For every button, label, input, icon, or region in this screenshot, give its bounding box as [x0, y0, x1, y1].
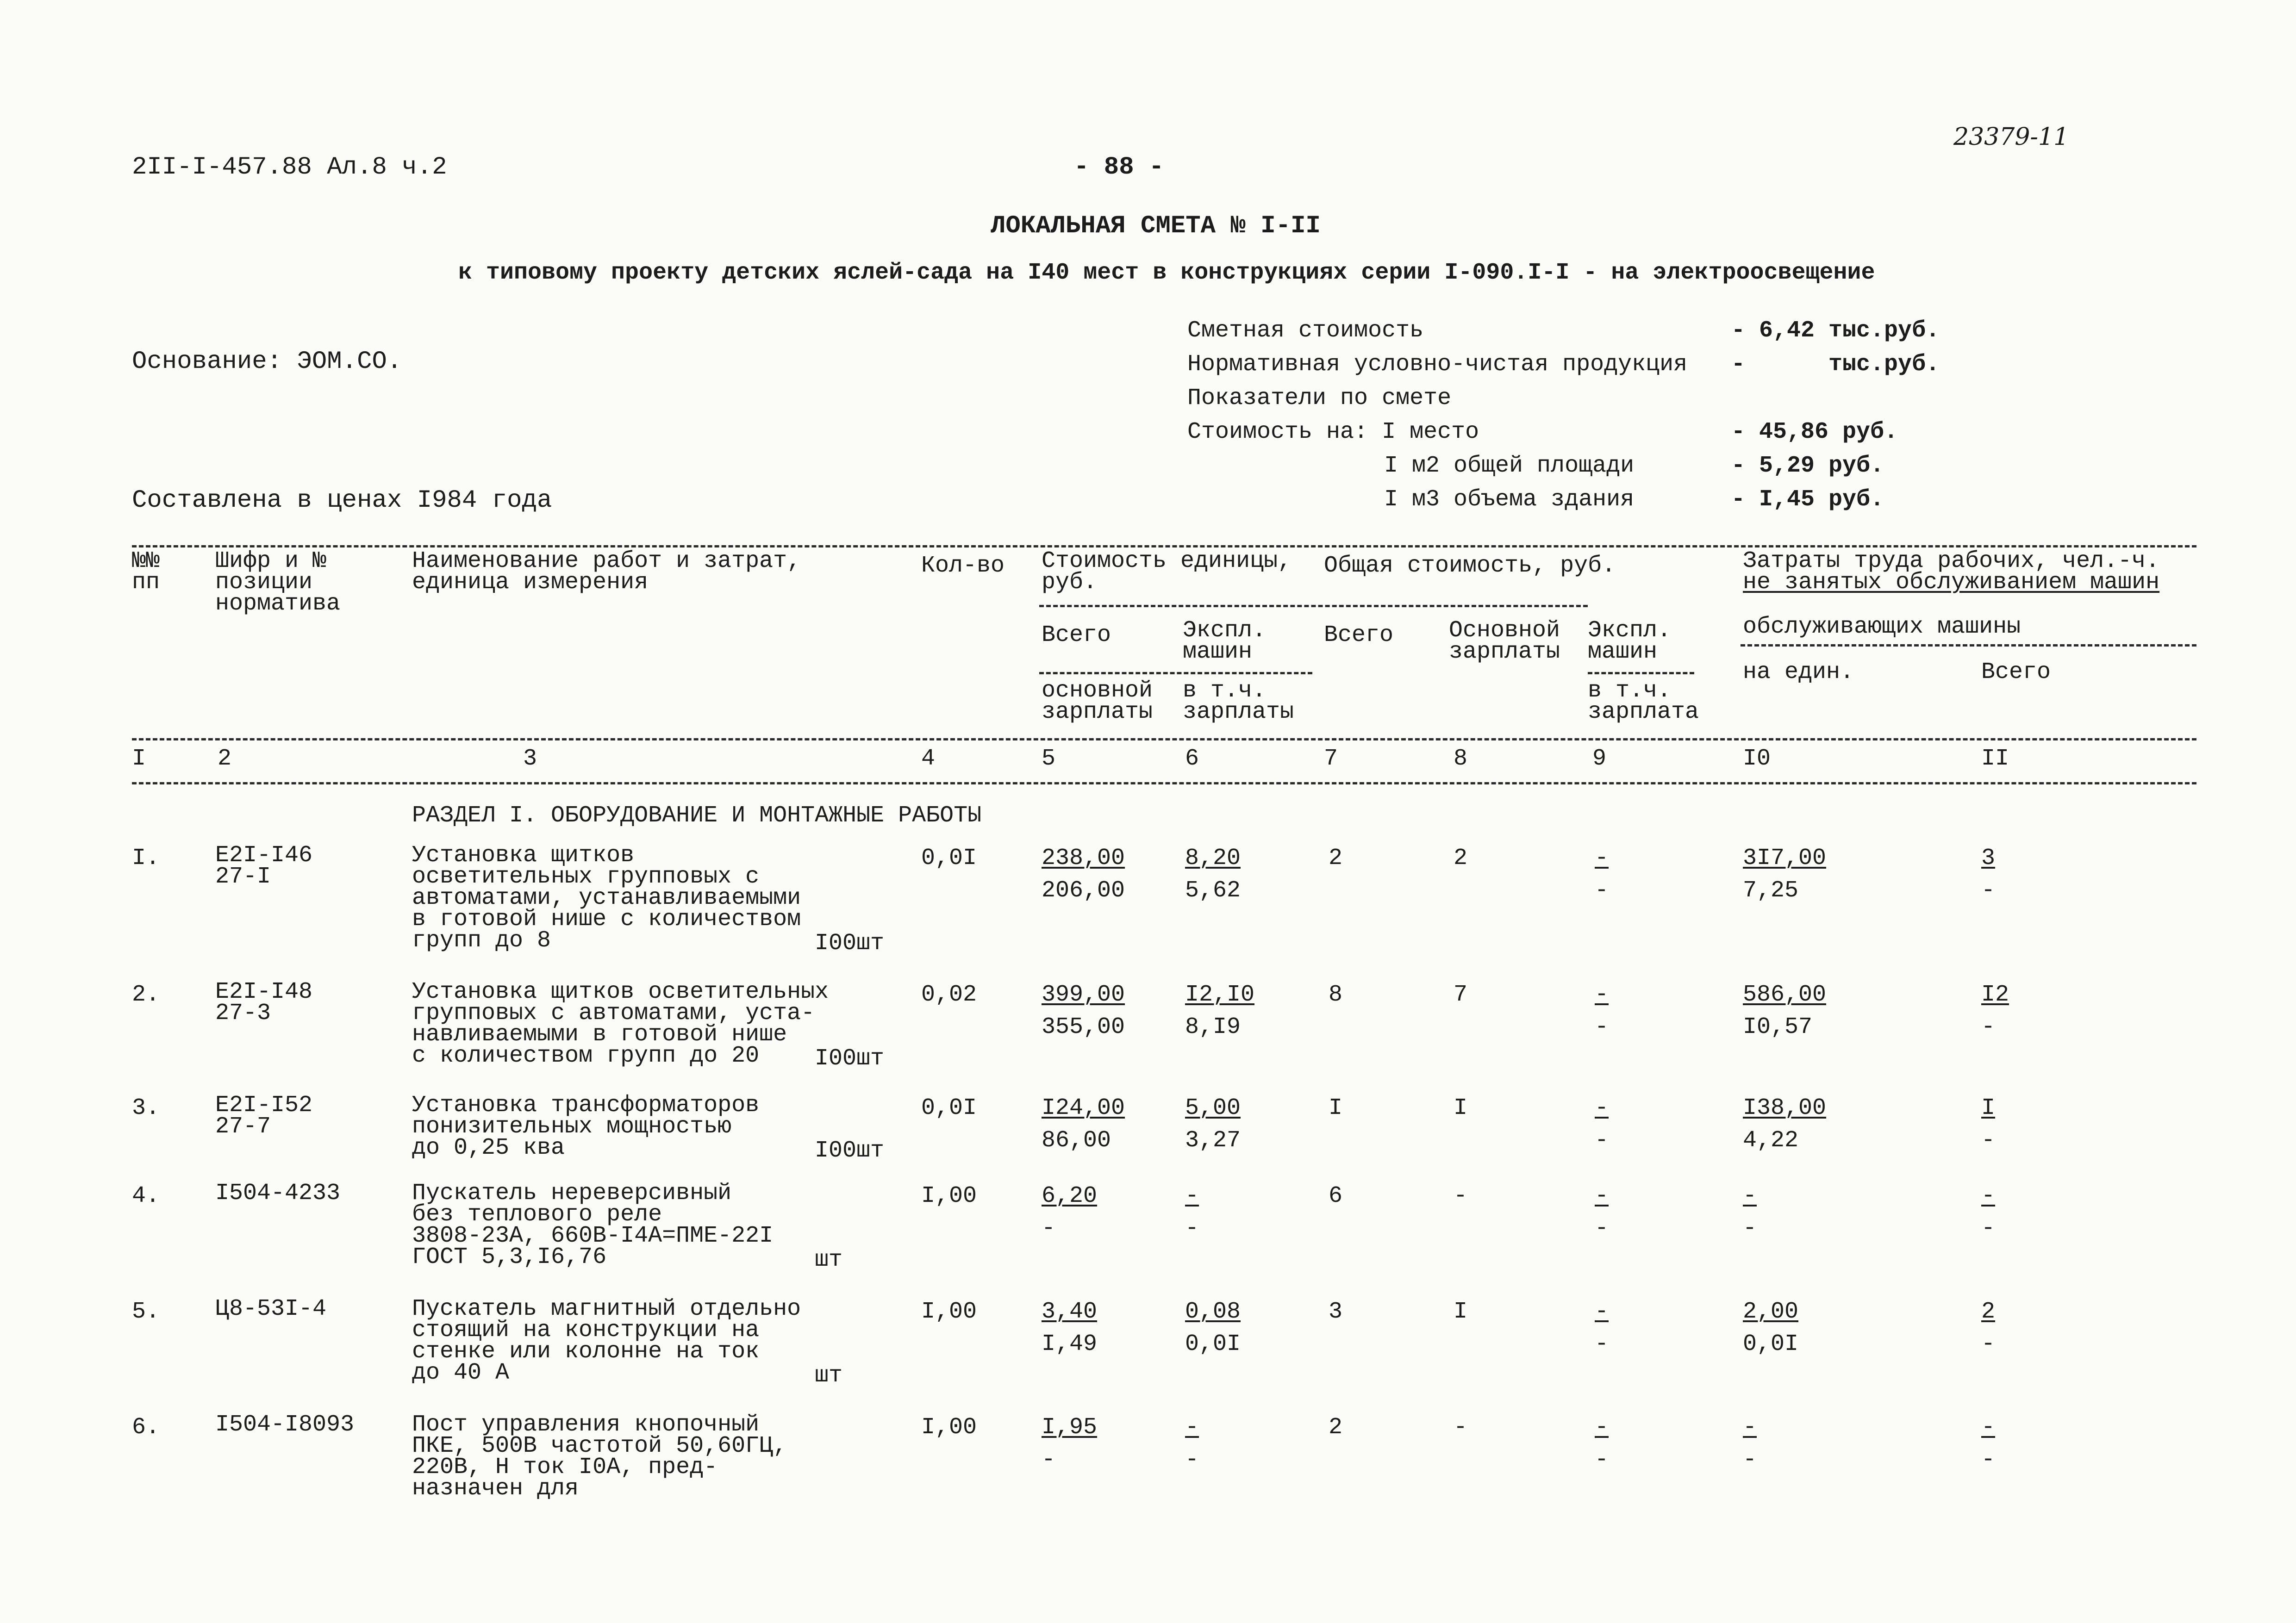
- labor-total-machine: -: [1981, 1127, 1996, 1154]
- unit-cost-total: I,95: [1042, 1414, 1098, 1441]
- column-number: I0: [1743, 746, 1771, 772]
- cost-per-m3-value: - I,45 руб.: [1731, 486, 1884, 513]
- header-unit-incl-wage: в т.ч. зарплаты: [1183, 678, 1294, 725]
- header-unit-total: Всего: [1042, 622, 1111, 648]
- labor-total-machine: -: [1981, 1215, 1996, 1242]
- unit-cost-machine: 0,08: [1185, 1299, 1241, 1325]
- header-total-machine: Экспл. машин: [1588, 617, 1672, 665]
- column-number: 4: [921, 746, 936, 772]
- table-top-rule: [132, 545, 2196, 547]
- header-subrule-labor: [1741, 644, 2196, 647]
- section-title: РАЗДЕЛ I. ОБОРУДОВАНИЕ И МОНТАЖНЫЕ РАБОТЫ: [412, 802, 982, 829]
- unit-cost-machine: 5,00: [1185, 1095, 1241, 1121]
- estimate-subtitle: к типовому проекту детских яслей-сада на I40 мест в конструкциях серии I-090.I-I - на электроосвещение: [458, 260, 1875, 286]
- labor-per-unit: I38,00: [1743, 1095, 1827, 1121]
- indicators-label: Показатели по смете: [1187, 385, 1452, 411]
- header-unit-wage: основной зарплаты: [1042, 678, 1153, 725]
- row-unit: I00шт: [815, 930, 885, 957]
- header-bottom-rule: [132, 738, 2196, 740]
- unit-cost-total: 6,20: [1042, 1183, 1098, 1209]
- archive-stamp: 23379-11: [1953, 123, 2069, 151]
- page-number: - 88 -: [1074, 153, 1164, 181]
- total-machine-wage: -: [1595, 1447, 1609, 1473]
- unit-cost-machine: -: [1185, 1414, 1199, 1441]
- header-subrule-unit: [1039, 672, 1312, 674]
- unit-cost-machine-wage: 0,0I: [1185, 1331, 1241, 1357]
- row-number: 3.: [132, 1095, 160, 1121]
- column-number: 6: [1185, 746, 1199, 772]
- row-name: Пост управления кнопочный ПКЕ, 500В частотой 50,60ГЦ, 220В, Н ток I0А, пред- назначен для: [412, 1412, 787, 1502]
- cost-per-place-value: - 45,86 руб.: [1731, 419, 1898, 445]
- total-machine-wage: -: [1595, 1215, 1609, 1242]
- row-name: Установка щитков осветительных групповых с автоматами, уста- навливаемыми в готовой нише с количеством групп до 20: [412, 979, 829, 1069]
- total-cost: 6: [1329, 1183, 1343, 1209]
- total-cost: 2: [1329, 1414, 1343, 1441]
- header-total-wage: Основной зарплаты: [1449, 617, 1560, 665]
- header-total-cost: Общая стоимость, руб.: [1324, 553, 1616, 579]
- unit-cost-machine-wage: 5,62: [1185, 877, 1241, 904]
- row-name: Установка щитков осветительных групповых с автоматами, устанавливаемыми в готовой нише с количеством групп до 8: [412, 842, 801, 954]
- labor-per-unit-machine: -: [1743, 1215, 1757, 1242]
- estimated-cost-value: - 6,42 тыс.руб.: [1731, 317, 1940, 344]
- labor-total-machine: -: [1981, 1014, 1996, 1040]
- total-wage: -: [1454, 1414, 1468, 1441]
- row-qty: I,00: [921, 1299, 977, 1325]
- header-labor-machine: обслуживающих машины: [1743, 614, 2021, 640]
- normative-value: - тыс.руб.: [1731, 351, 1940, 378]
- column-number: 5: [1042, 746, 1056, 772]
- header-unit-machine: Экспл. машин: [1183, 617, 1267, 665]
- labor-per-unit-machine: 4,22: [1743, 1127, 1799, 1154]
- header-total-incl-wage: в т.ч. зарплата: [1588, 678, 1699, 725]
- labor-per-unit-machine: 7,25: [1743, 877, 1799, 904]
- header-labor-total: Всего: [1981, 659, 2051, 685]
- estimate-heading: ЛОКАЛЬНАЯ СМЕТА № I-II: [991, 212, 1321, 240]
- column-number: II: [1981, 746, 2009, 772]
- labor-total-machine: -: [1981, 1331, 1996, 1357]
- labor-per-unit-machine: 0,0I: [1743, 1331, 1799, 1357]
- labor-per-unit-machine: -: [1743, 1447, 1757, 1473]
- row-code: E2I-I52 27-7: [215, 1092, 313, 1140]
- total-machine-wage: -: [1595, 1014, 1609, 1040]
- row-unit: шт: [815, 1362, 843, 1389]
- column-number: 7: [1324, 746, 1338, 772]
- labor-total-machine: -: [1981, 1447, 1996, 1473]
- unit-cost-wage: 86,00: [1042, 1127, 1111, 1154]
- header-total-all: Всего: [1324, 622, 1394, 648]
- column-number: 3: [523, 746, 537, 772]
- row-number: I.: [132, 845, 160, 871]
- header-subrule-machine: [1588, 672, 1694, 674]
- column-number: 2: [218, 746, 232, 772]
- row-qty: I,00: [921, 1414, 977, 1441]
- labor-total-machine: -: [1981, 877, 1996, 904]
- row-code: E2I-I46 27-I: [215, 842, 313, 890]
- cost-per-m3-label: I м3 объема здания: [1384, 486, 1635, 513]
- labor-per-unit: 3I7,00: [1743, 845, 1827, 871]
- row-qty: 0,0I: [921, 845, 977, 871]
- unit-cost-wage: -: [1042, 1447, 1056, 1473]
- row-qty: I,00: [921, 1183, 977, 1209]
- cost-per-m2-label: I м2 общей площади: [1384, 453, 1635, 479]
- row-unit: шт: [815, 1247, 843, 1273]
- header-num: №№ пп: [132, 548, 160, 596]
- header-name: Наименование работ и затрат, единица измерения: [412, 548, 801, 596]
- cost-per-m2-value: - 5,29 руб.: [1731, 453, 1884, 479]
- total-machine: -: [1595, 1414, 1609, 1441]
- unit-cost-total: 399,00: [1042, 982, 1125, 1008]
- row-name: Пускатель магнитный отдельно стоящий на конструкции на стенке или колонне на ток до 40 А: [412, 1296, 801, 1386]
- header-code: Шифр и № позиции норматива: [215, 548, 341, 617]
- total-wage: 2: [1454, 845, 1468, 871]
- labor-total: -: [1981, 1183, 1996, 1209]
- header-subrule-cost: [1039, 605, 1588, 607]
- total-cost: 3: [1329, 1299, 1343, 1325]
- labor-total: 2: [1981, 1299, 1996, 1325]
- cost-per-label: Стоимость на: I место: [1187, 419, 1479, 445]
- total-machine-wage: -: [1595, 877, 1609, 904]
- document-code: 2II-I-457.88 Ал.8 ч.2: [132, 153, 447, 181]
- row-number: 2.: [132, 982, 160, 1008]
- labor-per-unit: 586,00: [1743, 982, 1827, 1008]
- column-numbers-rule: [132, 782, 2196, 784]
- row-code: I504-I8093: [215, 1412, 355, 1438]
- row-code: Ц8-53I-4: [215, 1296, 327, 1322]
- unit-cost-machine: -: [1185, 1183, 1199, 1209]
- total-wage: I: [1454, 1299, 1468, 1325]
- unit-cost-wage: 355,00: [1042, 1014, 1125, 1040]
- unit-cost-machine: I2,I0: [1185, 982, 1255, 1008]
- total-machine-wage: -: [1595, 1127, 1609, 1154]
- total-machine: -: [1595, 982, 1609, 1008]
- total-wage: 7: [1454, 982, 1468, 1008]
- normative-label: Нормативная условно-чистая продукция: [1187, 351, 1688, 378]
- total-machine: -: [1595, 1183, 1609, 1209]
- unit-cost-machine: 8,20: [1185, 845, 1241, 871]
- row-qty: 0,02: [921, 982, 977, 1008]
- labor-total: 3: [1981, 845, 1996, 871]
- column-number: I: [132, 746, 146, 772]
- unit-cost-machine-wage: 8,I9: [1185, 1014, 1241, 1040]
- unit-cost-wage: -: [1042, 1215, 1056, 1242]
- labor-total: -: [1981, 1414, 1996, 1441]
- header-labor-unit: на един.: [1743, 659, 1854, 685]
- labor-total: I: [1981, 1095, 1996, 1121]
- total-cost: I: [1329, 1095, 1343, 1121]
- row-code: E2I-I48 27-3: [215, 979, 313, 1026]
- total-machine-wage: -: [1595, 1331, 1609, 1357]
- row-name: Пускатель нереверсивный без теплового реле 3808-23А, 660В-I4А=ПМЕ-22I ГОСТ 5,3,I6,76: [412, 1180, 774, 1270]
- unit-cost-machine-wage: -: [1185, 1447, 1199, 1473]
- labor-total: I2: [1981, 982, 2009, 1008]
- row-code: I504-4233: [215, 1180, 341, 1206]
- column-number: 9: [1592, 746, 1607, 772]
- column-number: 8: [1454, 746, 1468, 772]
- labor-per-unit: -: [1743, 1414, 1757, 1441]
- labor-per-unit: 2,00: [1743, 1299, 1799, 1325]
- row-number: 4.: [132, 1183, 160, 1209]
- header-qty: Кол-во: [921, 553, 1005, 579]
- unit-cost-total: I24,00: [1042, 1095, 1125, 1121]
- row-number: 6.: [132, 1414, 160, 1441]
- total-machine: -: [1595, 845, 1609, 871]
- row-number: 5.: [132, 1299, 160, 1325]
- header-labor: Затраты труда рабочих, чел.-ч. не занятых обслуживанием машин: [1743, 548, 2160, 596]
- total-cost: 8: [1329, 982, 1343, 1008]
- unit-cost-machine-wage: -: [1185, 1215, 1199, 1242]
- total-machine: -: [1595, 1095, 1609, 1121]
- unit-cost-total: 3,40: [1042, 1299, 1098, 1325]
- estimated-cost-label: Сметная стоимость: [1187, 317, 1424, 344]
- unit-cost-machine-wage: 3,27: [1185, 1127, 1241, 1154]
- row-unit: I00шт: [815, 1045, 885, 1072]
- total-wage: -: [1454, 1183, 1468, 1209]
- basis-label: Основание: ЭОМ.СО.: [132, 348, 402, 376]
- labor-per-unit: -: [1743, 1183, 1757, 1209]
- total-machine: -: [1595, 1299, 1609, 1325]
- total-cost: 2: [1329, 845, 1343, 871]
- header-unit-cost: Стоимость единицы, руб.: [1042, 548, 1292, 596]
- row-qty: 0,0I: [921, 1095, 977, 1121]
- row-unit: I00шт: [815, 1138, 885, 1164]
- row-name: Установка трансформаторов понизительных мощностью до 0,25 ква: [412, 1092, 760, 1161]
- unit-cost-wage: 206,00: [1042, 877, 1125, 904]
- total-wage: I: [1454, 1095, 1468, 1121]
- prices-year-label: Составлена в ценах I984 года: [132, 486, 552, 515]
- unit-cost-wage: I,49: [1042, 1331, 1098, 1357]
- labor-per-unit-machine: I0,57: [1743, 1014, 1813, 1040]
- unit-cost-total: 238,00: [1042, 845, 1125, 871]
